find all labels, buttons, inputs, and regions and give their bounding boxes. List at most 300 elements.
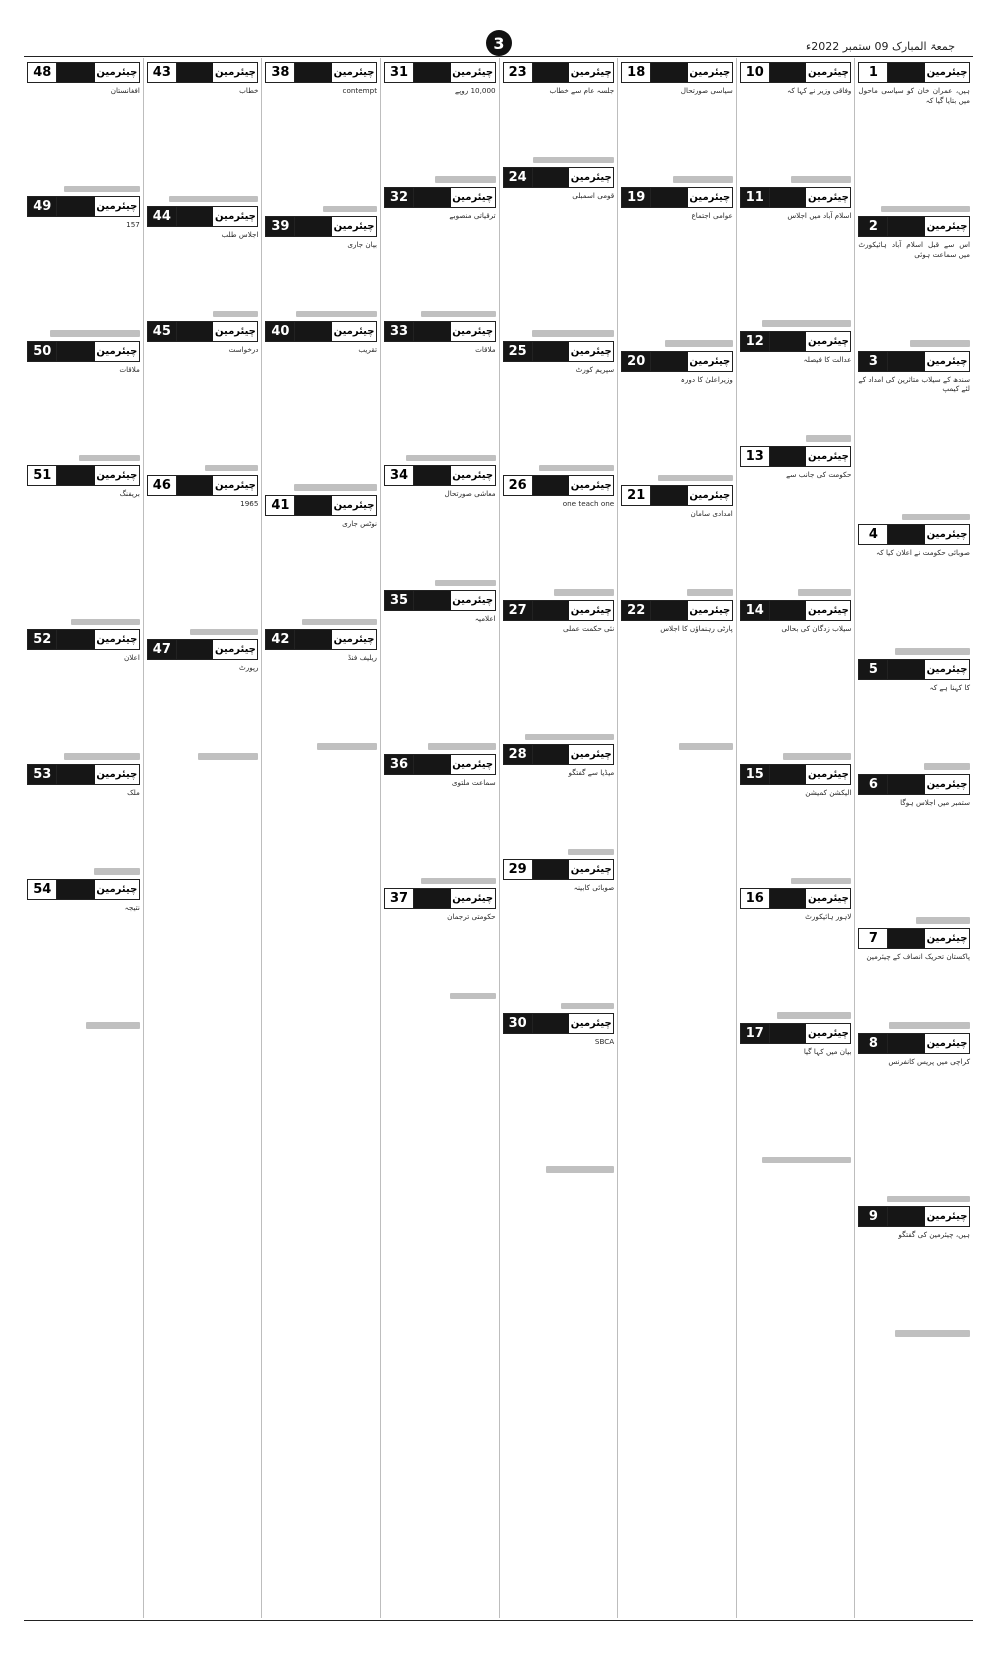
text-line — [421, 311, 496, 318]
item-number: 14 — [741, 601, 770, 620]
body-text-lines — [740, 220, 852, 326]
tag-label: چیئرمین — [96, 470, 138, 482]
body-text-lines — [27, 663, 140, 760]
text-line — [783, 753, 851, 760]
item-tag — [27, 465, 140, 486]
item-tag — [384, 321, 496, 342]
tag-label: چیئرمین — [452, 67, 494, 78]
body-text-lines — [27, 375, 140, 462]
item-tag — [503, 62, 615, 83]
item-lead-text: حکومتی ترجمان — [447, 912, 496, 922]
item-lead-text: حکومت کی جانب سے — [786, 469, 852, 479]
tag-bar — [533, 168, 570, 187]
item-tag — [147, 475, 259, 496]
tag-label: چیئرمین — [333, 634, 375, 646]
text-line — [762, 320, 851, 327]
item-tag — [147, 321, 259, 342]
tag-bar — [414, 466, 451, 485]
item-tag — [384, 754, 496, 775]
item-number: 2 — [859, 217, 888, 236]
item-tag — [503, 167, 615, 188]
tag-bar — [414, 889, 451, 908]
tag-bar — [533, 860, 570, 879]
item-number: 53 — [28, 765, 57, 784]
item-number: 40 — [266, 322, 295, 341]
item-number: 10 — [741, 63, 770, 82]
tag-bar — [533, 1014, 570, 1033]
news-item — [503, 341, 615, 471]
item-tag — [740, 764, 852, 785]
news-item — [384, 187, 496, 317]
text-line — [294, 484, 377, 491]
tag-bar — [295, 217, 332, 236]
item-tag — [147, 639, 259, 660]
item-number: 13 — [741, 447, 770, 466]
item-number: 21 — [622, 486, 651, 505]
column-4 — [499, 58, 618, 1618]
item-tag — [740, 187, 852, 208]
tag-label: چیئرمین — [215, 211, 256, 223]
tag-label: چیئرمین — [96, 883, 138, 895]
tag-label: چیئرمین — [570, 67, 612, 78]
item-tag — [858, 1206, 970, 1227]
tag-bar — [770, 63, 807, 82]
tag-label: چیئرمین — [926, 67, 968, 78]
item-number: 12 — [741, 332, 770, 351]
item-lead-text: سیاسی صورتحال — [680, 86, 733, 95]
body-text-lines — [27, 499, 140, 625]
text-line — [169, 196, 258, 203]
tag-bar — [57, 880, 95, 899]
news-item — [265, 629, 377, 750]
tag-label: چیئرمین — [452, 595, 494, 607]
news-item — [503, 475, 615, 596]
tag-bar — [57, 197, 95, 216]
item-number: 36 — [385, 755, 414, 774]
item-number: 3 — [859, 352, 888, 371]
tag-label: چیئرمین — [689, 490, 731, 501]
tag-label: چیئرمین — [215, 326, 256, 338]
body-text-lines — [503, 201, 615, 337]
text-line — [806, 435, 852, 442]
item-lead-text: پاکستان تحریک انصاف کے چیئرمین — [866, 951, 970, 961]
item-lead-text: ملاقات — [119, 364, 140, 374]
tag-bar — [888, 929, 925, 948]
tag-bar — [651, 63, 688, 82]
tag-bar — [651, 188, 688, 207]
tag-bar — [533, 342, 570, 361]
item-number: 48 — [28, 63, 57, 82]
item-lead-text: ملک — [127, 787, 140, 797]
body-text-lines — [384, 788, 496, 885]
item-number: 45 — [148, 322, 177, 341]
tag-label: چیئرمین — [570, 864, 612, 876]
tag-bar — [888, 63, 925, 82]
news-item — [27, 465, 140, 625]
item-tag — [384, 465, 496, 486]
tag-label: چیئرمین — [215, 67, 256, 78]
item-number: 16 — [741, 889, 770, 908]
news-item — [503, 167, 615, 337]
tag-label: چیئرمین — [570, 604, 612, 616]
item-number: 30 — [504, 1014, 533, 1033]
column-2 — [736, 58, 855, 1618]
item-tag — [740, 446, 852, 467]
column-1 — [854, 58, 973, 1618]
tag-label: چیئرمین — [926, 778, 968, 790]
item-lead-text: وفاقی وزیر نے کہا کہ — [787, 86, 852, 95]
item-tag — [503, 1013, 615, 1034]
tag-bar — [533, 601, 570, 620]
text-line — [532, 330, 615, 337]
item-number: 22 — [622, 601, 651, 620]
news-item — [858, 216, 970, 346]
item-lead-text: 10,000 روپے — [455, 86, 496, 95]
tag-bar — [651, 352, 688, 371]
text-line — [561, 1003, 615, 1010]
item-tag — [621, 485, 733, 506]
item-tag — [858, 524, 970, 545]
tag-label: چیئرمین — [926, 663, 968, 675]
tag-label: چیئرمین — [807, 67, 849, 78]
news-item — [27, 764, 140, 875]
news-item — [740, 331, 852, 442]
text-line — [64, 186, 139, 193]
tag-bar — [414, 188, 451, 207]
news-item — [740, 446, 852, 596]
tag-label: چیئرمین — [570, 480, 612, 492]
text-line — [435, 176, 495, 183]
body-text-lines — [503, 375, 615, 472]
news-item — [858, 62, 970, 212]
item-tag — [503, 475, 615, 496]
text-line — [205, 465, 259, 472]
bottom-rule — [24, 1620, 973, 1621]
body-text-lines — [621, 634, 733, 750]
item-lead-text: اعلامیہ — [474, 614, 496, 624]
item-lead-text: contempt — [342, 86, 378, 95]
item-number: 54 — [28, 880, 57, 899]
news-item — [740, 62, 852, 183]
tag-label: چیئرمین — [807, 768, 849, 780]
tag-label: چیئرمین — [807, 893, 849, 905]
tag-bar — [414, 591, 451, 610]
tag-label: چیئرمین — [926, 355, 968, 367]
body-text-lines — [503, 1047, 615, 1173]
text-line — [525, 734, 614, 741]
tag-bar — [533, 476, 570, 495]
news-item — [621, 187, 733, 347]
tag-label: چیئرمین — [807, 1027, 849, 1039]
news-item — [740, 1023, 852, 1163]
news-item — [621, 600, 733, 750]
item-number: 33 — [385, 322, 414, 341]
body-text-lines — [265, 529, 377, 626]
body-text-lines — [503, 893, 615, 1009]
item-tag — [621, 62, 733, 83]
item-lead-text: 1965 — [240, 499, 259, 509]
tag-bar — [57, 342, 95, 361]
text-line — [450, 993, 496, 1000]
column-7 — [143, 58, 262, 1618]
tag-label: چیئرمین — [96, 634, 138, 646]
item-number: 41 — [266, 496, 295, 515]
text-line — [421, 878, 496, 885]
tag-label: چیئرمین — [215, 480, 256, 492]
tag-label: چیئرمین — [926, 1211, 968, 1223]
body-text-lines — [858, 394, 970, 520]
body-text-lines — [740, 634, 852, 760]
news-item — [858, 524, 970, 654]
news-item — [503, 859, 615, 1009]
news-item — [503, 744, 615, 855]
body-text-lines — [265, 663, 377, 750]
tag-bar — [888, 775, 925, 794]
item-lead-text: سیلاب زدگان کی بحالی — [781, 623, 852, 633]
news-item — [147, 321, 259, 471]
item-tag — [740, 600, 852, 621]
body-text-lines — [147, 673, 259, 760]
body-text-lines — [740, 798, 852, 885]
item-tag — [265, 62, 377, 83]
item-number: 52 — [28, 630, 57, 649]
news-item — [621, 62, 733, 183]
news-item — [384, 62, 496, 183]
news-item — [740, 764, 852, 885]
text-line — [198, 753, 258, 760]
item-lead-text: وزیراعلیٰ کا دورہ — [680, 374, 733, 384]
item-tag — [858, 774, 970, 795]
text-line — [762, 1157, 851, 1164]
item-lead-text: صوبائی کابینہ — [573, 883, 615, 893]
tag-label: چیئرمین — [452, 326, 494, 338]
item-tag — [265, 321, 377, 342]
newspaper-columns — [24, 58, 973, 1618]
item-tag — [858, 216, 970, 237]
tag-bar — [177, 476, 214, 495]
text-line — [889, 1022, 970, 1029]
news-item — [147, 475, 259, 635]
tag-bar — [770, 889, 807, 908]
news-item — [858, 1206, 970, 1336]
tag-label: چیئرمین — [926, 932, 968, 944]
item-lead-text: بیان جاری — [347, 240, 378, 250]
tag-bar — [888, 1034, 925, 1053]
news-item — [503, 600, 615, 740]
item-lead-text: رپورٹ — [239, 663, 259, 673]
item-lead-text: نئی حکمت عملی — [563, 623, 615, 633]
text-line — [317, 743, 377, 750]
text-line — [791, 176, 851, 183]
item-tag — [27, 879, 140, 900]
body-text-lines — [503, 96, 615, 163]
item-lead-text: خطاب — [239, 86, 259, 95]
tag-label: چیئرمین — [570, 749, 612, 761]
item-tag — [503, 600, 615, 621]
item-lead-text: افغانستان — [110, 86, 140, 95]
news-item — [858, 928, 970, 1029]
body-text-lines — [384, 96, 496, 183]
item-lead-text: اعلان — [123, 653, 140, 663]
tag-label: چیئرمین — [570, 172, 612, 184]
body-text-lines — [27, 798, 140, 875]
item-tag — [858, 351, 970, 372]
item-lead-text: ہیں، عمران خان کو سیاسی ماحول میں بتایا گیا کہ — [858, 86, 970, 105]
tag-label: چیئرمین — [215, 644, 256, 656]
item-number: 24 — [504, 168, 533, 187]
tag-bar — [770, 601, 807, 620]
item-number: 27 — [504, 601, 533, 620]
item-lead-text: اس سے قبل اسلام آباد ہائیکورٹ میں سماعت ہوئی — [858, 240, 970, 259]
tag-label: چیئرمین — [570, 1018, 612, 1030]
body-text-lines — [858, 106, 970, 212]
item-lead-text: سماعت ملتوی — [451, 777, 496, 787]
column-8 — [24, 58, 143, 1618]
news-item — [384, 754, 496, 884]
news-item — [265, 495, 377, 625]
tag-bar — [888, 352, 925, 371]
tag-bar — [295, 496, 332, 515]
body-text-lines — [621, 519, 733, 596]
item-lead-text: نتیجہ — [124, 902, 140, 912]
item-tag — [384, 888, 496, 909]
item-number: 19 — [622, 188, 651, 207]
tag-bar — [57, 466, 95, 485]
text-line — [658, 475, 733, 482]
item-number: 26 — [504, 476, 533, 495]
body-text-lines — [265, 355, 377, 491]
tag-bar — [414, 63, 451, 82]
tag-label: چیئرمین — [926, 529, 968, 541]
body-text-lines — [384, 220, 496, 317]
tag-bar — [651, 486, 688, 505]
item-number: 47 — [148, 640, 177, 659]
tag-label: چیئرمین — [689, 604, 731, 616]
text-line — [64, 753, 139, 760]
tag-bar — [414, 755, 451, 774]
tag-label: چیئرمین — [96, 345, 138, 357]
news-item — [27, 879, 140, 1029]
text-line — [71, 619, 140, 626]
news-item — [858, 659, 970, 770]
column-5 — [380, 58, 499, 1618]
item-tag — [27, 629, 140, 650]
tag-bar — [888, 1207, 925, 1226]
item-lead-text: معاشی صورتحال — [444, 489, 496, 499]
text-line — [791, 878, 851, 885]
tag-bar — [533, 745, 570, 764]
item-tag — [858, 1033, 970, 1054]
text-line — [79, 455, 140, 462]
text-line — [50, 330, 140, 337]
news-item — [384, 321, 496, 461]
item-number: 34 — [385, 466, 414, 485]
item-lead-text: ملاقات — [475, 345, 496, 355]
tag-label: چیئرمین — [807, 191, 849, 203]
item-tag — [147, 206, 259, 227]
item-number: 25 — [504, 342, 533, 361]
body-text-lines — [384, 922, 496, 999]
item-lead-text: SBCA — [594, 1037, 615, 1047]
tag-label: چیئرمین — [570, 345, 612, 357]
text-line — [902, 514, 970, 521]
item-lead-text: one teach one — [562, 499, 615, 509]
body-text-lines — [384, 499, 496, 586]
tag-bar — [651, 601, 688, 620]
item-tag — [503, 859, 615, 880]
body-text-lines — [27, 912, 140, 1028]
text-line — [435, 580, 495, 587]
item-lead-text: الیکشن کمیشن — [805, 787, 852, 797]
item-tag — [384, 590, 496, 611]
body-text-lines — [384, 355, 496, 461]
news-item — [740, 600, 852, 760]
top-rule — [24, 56, 973, 57]
tag-label: چیئرمین — [333, 499, 375, 511]
body-text-lines — [147, 509, 259, 635]
item-tag — [858, 659, 970, 680]
item-lead-text: بریفنگ — [119, 489, 140, 499]
item-number: 9 — [859, 1207, 888, 1226]
text-line — [406, 455, 495, 462]
body-text-lines — [858, 807, 970, 923]
item-lead-text: جلسہ عام سے خطاب — [549, 86, 615, 95]
item-number: 32 — [385, 188, 414, 207]
tag-label: چیئرمین — [689, 191, 731, 203]
tag-bar — [57, 630, 95, 649]
tag-label: چیئرمین — [807, 604, 849, 616]
text-line — [679, 743, 733, 750]
tag-label: چیئرمین — [926, 1037, 968, 1049]
tag-bar — [888, 525, 925, 544]
item-lead-text: 157 — [126, 220, 140, 230]
news-item — [858, 351, 970, 521]
item-lead-text: قومی اسمبلی — [572, 191, 615, 201]
item-lead-text: بیان میں کہا گیا — [803, 1046, 852, 1056]
item-tag — [265, 495, 377, 516]
news-item — [27, 629, 140, 759]
news-item — [858, 774, 970, 924]
text-line — [546, 1166, 614, 1173]
tag-bar — [770, 765, 807, 784]
tag-label: چیئرمین — [96, 768, 138, 780]
text-line — [895, 1330, 970, 1337]
item-number: 37 — [385, 889, 414, 908]
body-text-lines — [147, 240, 259, 317]
body-text-lines — [503, 634, 615, 740]
item-tag — [740, 888, 852, 909]
item-tag — [740, 62, 852, 83]
news-item — [858, 1033, 970, 1203]
item-lead-text: اسلام آباد میں اجلاس — [787, 210, 852, 220]
tag-bar — [414, 322, 451, 341]
column-3 — [617, 58, 736, 1618]
item-tag — [503, 744, 615, 765]
tag-label: چیئرمین — [452, 191, 494, 203]
tag-label: چیئرمین — [452, 893, 494, 905]
item-number: 7 — [859, 929, 888, 948]
tag-label: چیئرمین — [96, 67, 138, 78]
item-tag — [740, 331, 852, 352]
text-line — [554, 589, 614, 596]
item-number: 46 — [148, 476, 177, 495]
tag-bar — [57, 765, 95, 784]
item-number: 28 — [504, 745, 533, 764]
item-lead-text: لاہور ہائیکورٹ — [805, 912, 852, 922]
body-text-lines — [740, 480, 852, 596]
item-tag — [621, 351, 733, 372]
text-line — [665, 340, 733, 347]
